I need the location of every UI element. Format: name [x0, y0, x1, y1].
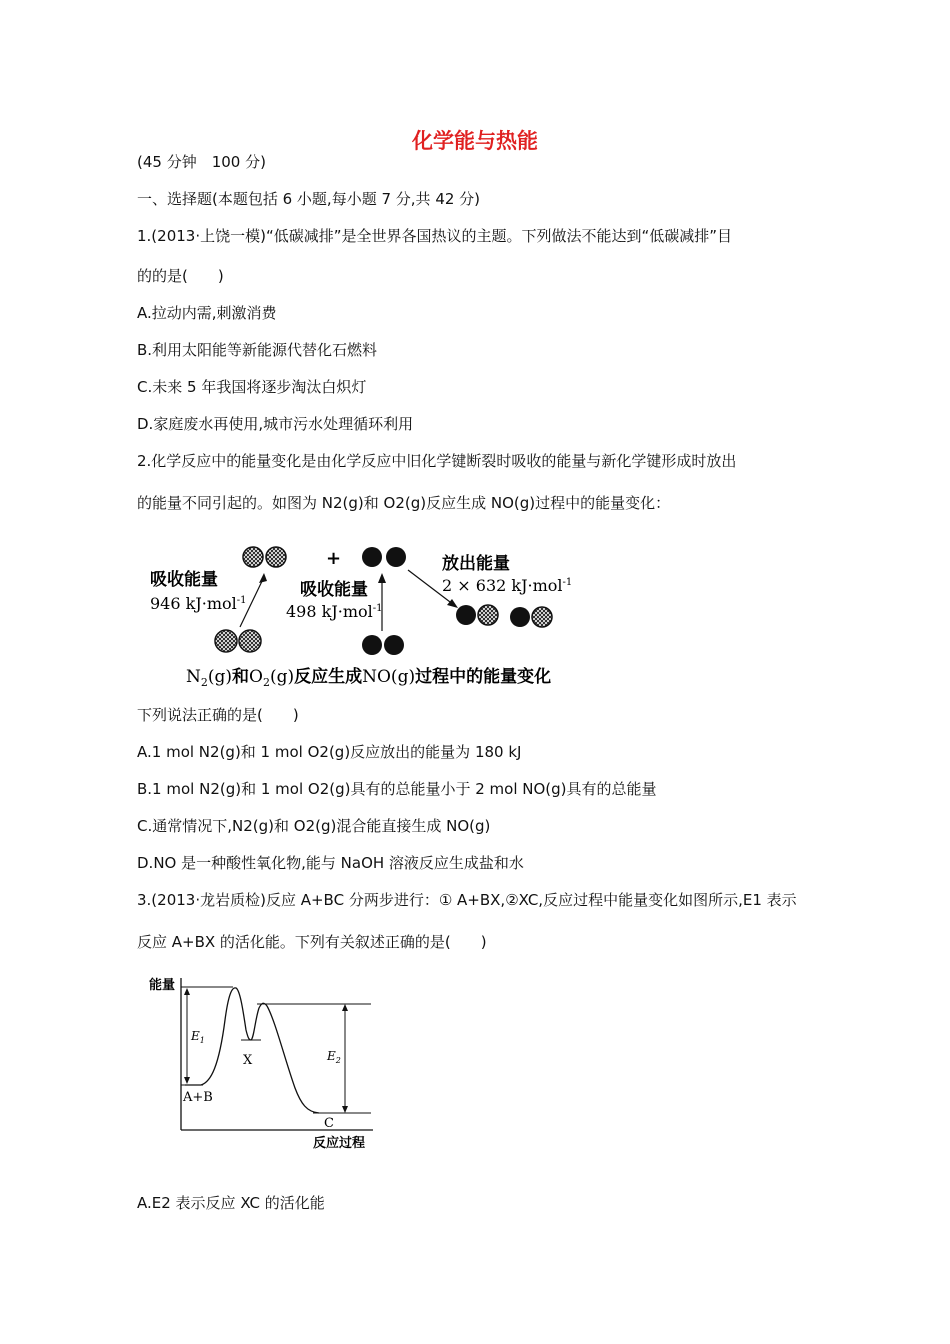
- ab-label: A+B: [183, 1090, 213, 1105]
- time-score: (45 分钟 100 分): [137, 153, 266, 171]
- energy-profile-figure: [145, 970, 385, 1155]
- question-stem: 2.化学反应中的能量变化是由化学反应中旧化学键断裂时吸收的能量与新化学键形成时放出: [137, 452, 737, 470]
- option-d: D.NO 是一种酸性氧化物,能与 NaOH 溶液反应生成盐和水: [137, 854, 524, 872]
- absorb-label-2: 吸收能量: [300, 580, 368, 600]
- question-stem: 1.(2013·上饶一模)“低碳减排”是全世界各国热议的主题。下列做法不能达到“低碳减排”目: [137, 227, 733, 245]
- atom-pair-no-2: [510, 607, 552, 627]
- option-b: B.利用太阳能等新能源代替化石燃料: [137, 341, 378, 359]
- y-axis-label: 能量: [149, 978, 176, 993]
- question-stem: 的能量不同引起的。如图为 N2(g)和 O2(g)反应生成 NO(g)过程中的能量变化：: [137, 494, 671, 512]
- e2-arrow: [342, 1004, 348, 1113]
- absorb-value-2: 498 kJ·mol$^{-1}$: [286, 602, 383, 621]
- question-stem: 3.(2013·龙岩质检)反应 A+BC 分两步进行：① A+BX,②XC,反应过程中能量变化如图所示,E1 表示: [137, 891, 797, 909]
- e2-label: $E_2$: [327, 1049, 341, 1065]
- option-a: A.拉动内需,刺激消费: [137, 304, 277, 322]
- figure-caption: $N_2(g)$和$O_2(g)$反应生成NO(g)过程中的能量变化: [186, 667, 552, 689]
- option-d: D.家庭废水再使用,城市污水处理循环利用: [137, 415, 414, 433]
- option-c: C.通常情况下,N2(g)和 O2(g)混合能直接生成 NO(g): [137, 817, 491, 835]
- atom-pair-no-1: [456, 605, 498, 625]
- absorb-value-1: 946 kJ·mol$^{-1}$: [150, 594, 247, 613]
- e1-arrow: [184, 988, 190, 1084]
- c-label: C: [324, 1116, 334, 1131]
- atom-pair-o2-top: [362, 547, 406, 567]
- arrow-absorb-2: [378, 573, 386, 631]
- question-stem: 的的是( ): [137, 267, 224, 285]
- question-prompt: 下列说法正确的是( ): [137, 706, 299, 724]
- option-a: A.E2 表示反应 XC 的活化能: [137, 1194, 325, 1212]
- question-stem: 反应 A+BX 的活化能。下列有关叙述正确的是( ): [137, 933, 487, 951]
- atom-pair-n2-bottom: [215, 630, 261, 652]
- x-intermediate-label: X: [243, 1053, 253, 1068]
- option-c: C.未来 5 年我国将逐步淘汰白炽灯: [137, 378, 367, 396]
- release-label: 放出能量: [442, 554, 510, 574]
- option-b: B.1 mol N2(g)和 1 mol O2(g)具有的总能量小于 2 mol NO(g)具有的总能量: [137, 780, 657, 798]
- x-axis-label: 反应过程: [313, 1136, 366, 1151]
- atom-pair-n2-top: [243, 547, 286, 567]
- page-title: 化学能与热能: [412, 129, 538, 153]
- option-a: A.1 mol N2(g)和 1 mol O2(g)反应放出的能量为 180 kJ: [137, 743, 522, 761]
- section-heading: 一、选择题(本题包括 6 小题,每小题 7 分,共 42 分): [137, 190, 481, 208]
- absorb-label-1: 吸收能量: [150, 570, 218, 590]
- release-value: 2 × 632 kJ·mol$^{-1}$: [442, 576, 573, 595]
- plus-sign: +: [326, 548, 342, 569]
- energy-change-figure: [140, 535, 573, 695]
- e1-label: $E_1$: [191, 1029, 205, 1045]
- atom-pair-o2-bottom: [362, 635, 404, 655]
